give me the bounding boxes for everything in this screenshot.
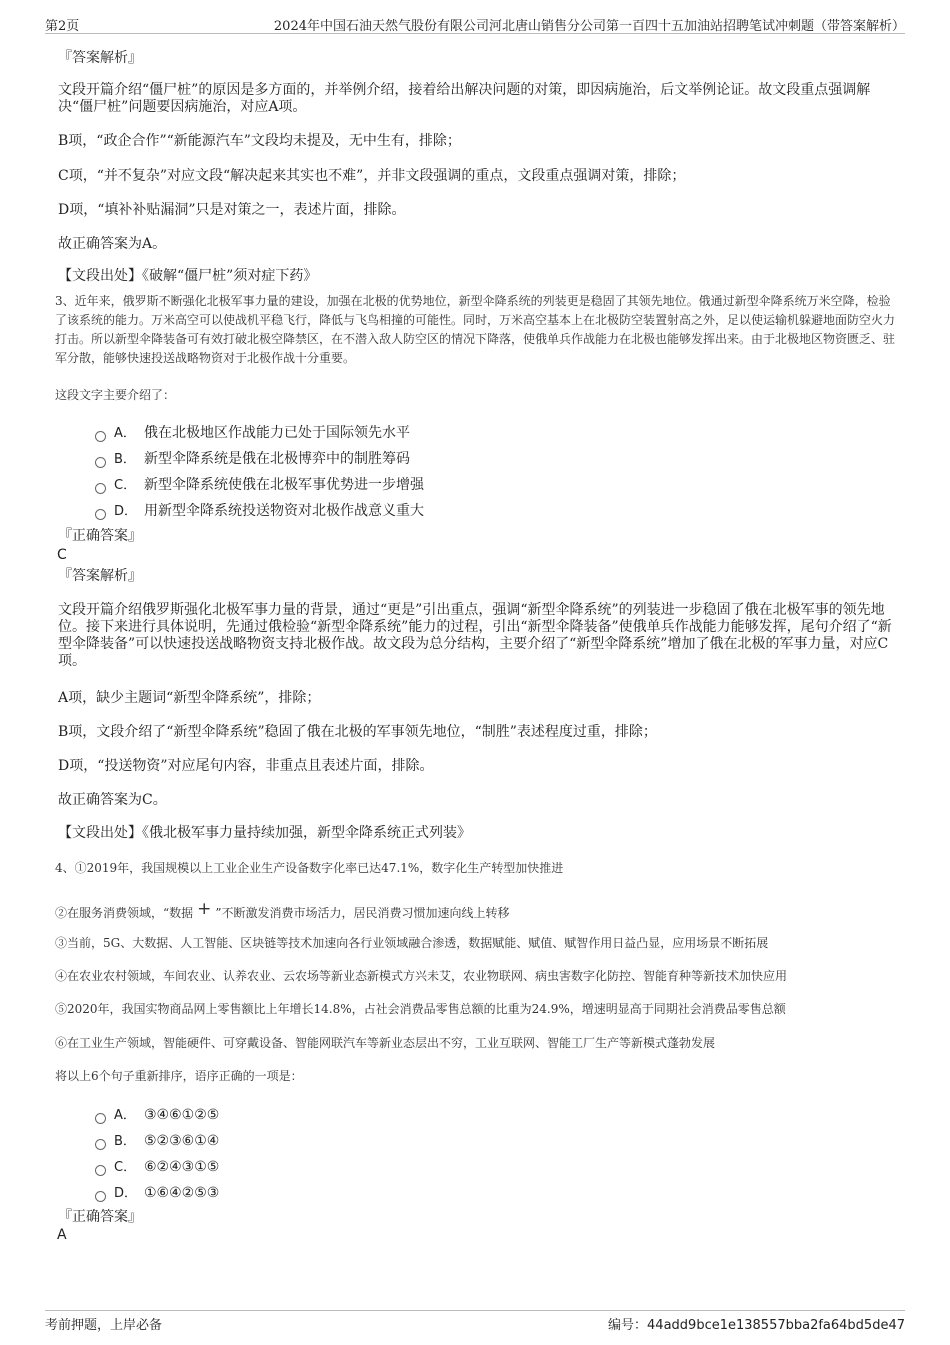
footer-divider xyxy=(45,1310,905,1311)
radio-button[interactable] xyxy=(95,1139,106,1150)
q2-option-b-note: B项，“政企合作”“新能源汽车”文段均未提及，无中生有，排除； xyxy=(58,133,461,149)
radio-button[interactable] xyxy=(95,483,106,494)
page-number: 第2页 xyxy=(45,19,80,34)
q3-option-b[interactable]: B． 新型伞降系统是俄在北极博弈中的制胜筹码 xyxy=(95,448,410,468)
q4-option-c[interactable]: C． ⑥②④③①⑤ xyxy=(95,1156,219,1176)
radio-button[interactable] xyxy=(95,431,106,442)
q4-answer: A xyxy=(57,1227,67,1243)
q4-option-a[interactable]: A． ③④⑥①②⑤ xyxy=(95,1104,219,1124)
document-code xyxy=(608,1314,905,1333)
document-title: 2024年中国石油天然气股份有限公司河北唐山销售分公司第一百四十五加油站招聘笔试冲刺题（带答案解析） xyxy=(273,19,905,34)
q3-answer-label: 『正确答案』 xyxy=(58,528,142,544)
q3-answer: C xyxy=(57,547,67,563)
q4-sentence-1: 4、①2019年，我国规模以上工业企业生产设备数字化率已达47.1%，数字化生产转型加快推进 xyxy=(55,861,564,875)
plus-symbol: + xyxy=(197,899,212,919)
q2-analysis: 文段开篇介绍“僵尸桩”的原因是多方面的，并举例介绍，接着给出解决问题的对策，即因病施治，后文举例论证。故文段重点强调解决“僵尸桩”问题要因病施治，对应A项。 xyxy=(58,82,871,115)
q2-option-d-note: D项，“填补补贴漏洞”只是对策之一，表述片面，排除。 xyxy=(58,202,406,218)
q3-option-c[interactable]: C． 新型伞降系统使俄在北极军事优势进一步增强 xyxy=(95,474,424,494)
header-divider xyxy=(45,33,905,34)
q3-question: 这段文字主要介绍了： xyxy=(55,388,176,402)
radio-button[interactable] xyxy=(95,457,106,468)
document-code-label: 编号： xyxy=(608,1318,648,1333)
q3-option-d[interactable]: D． 用新型伞降系统投送物资对北极作战意义重大 xyxy=(95,500,424,520)
q3-conclusion: 故正确答案为C。 xyxy=(58,792,167,808)
q3-source: 【文段出处】《俄北极军事力量持续加强，新型伞降系统正式列装》 xyxy=(58,825,471,841)
q4-sentence-6: ⑥在工业生产领域，智能硬件、可穿戴设备、智能网联汽车等新业态层出不穷，工业互联网、智能工厂生产等新模式蓬勃发展 xyxy=(55,1036,716,1050)
radio-button[interactable] xyxy=(95,509,106,520)
q3-option-b-note: B项，文段介绍了“新型伞降系统”稳固了俄在北极的军事领先地位，“制胜”表述程度过重，排除； xyxy=(58,724,657,740)
q2-option-c-note: C项，“并不复杂”对应文段“解决起来其实也不难”，并非文段强调的重点，文段重点强调对策，排除； xyxy=(58,168,686,184)
radio-button[interactable] xyxy=(95,1165,106,1176)
q2-analysis-label: 『答案解析』 xyxy=(58,50,142,66)
q4-question: 将以上6个句子重新排序，语序正确的一项是： xyxy=(55,1069,303,1083)
q3-stem: 3、近年来，俄罗斯不断强化北极军事力量的建设，加强在北极的优势地位，新型伞降系统的列装更是稳固了其领先地位。俄通过新型伞降系统万米空降，检验了该系统的能力。万米高空可以使战机平稳飞行，降低与飞鸟相撞的可能性。同时，万米高空基本上在北极防空装置射高之外，足以使运输机躲避地面防空火力打击。所以新型伞降装备可有效打破北极空降禁区，在不潜入敌人防空区的情况下降落，使俄单兵作战能力在北极也能够发挥出来。由于北极地区物资匮乏、驻军分散，能够快速投送战略物资对于北极作战十分重要。 xyxy=(55,294,896,365)
q3-option-a-note: A项，缺少主题词“新型伞降系统”，排除； xyxy=(58,690,321,706)
q4-sentence-3: ③当前，5G、大数据、人工智能、区块链等技术加速向各行业领域融合渗透，数据赋能、赋值、赋智作用日益凸显，应用场景不断拓展 xyxy=(55,936,769,950)
document-code-value: 44add9bce1e138557bba2fa64bd5de47 xyxy=(647,1318,905,1333)
q4-option-b[interactable]: B． ⑤②③⑥①④ xyxy=(95,1130,219,1150)
q2-conclusion: 故正确答案为A。 xyxy=(58,236,167,252)
radio-button[interactable] xyxy=(95,1113,106,1124)
footer-slogan: 考前押题，上岸必备 xyxy=(45,1318,163,1333)
q3-option-d-note: D项，“投送物资”对应尾句内容，非重点且表述片面，排除。 xyxy=(58,758,434,774)
q4-sentence-5: ⑤2020年，我国实物商品网上零售额比上年增长14.8%，占社会消费品零售总额的比重为24.9%，增速明显高于同期社会消费品零售总额 xyxy=(55,1002,786,1016)
q3-analysis-label: 『答案解析』 xyxy=(58,568,142,584)
q4-option-d[interactable]: D． ①⑥④②⑤③ xyxy=(95,1182,219,1202)
q2-source: 【文段出处】《破解“僵尸桩”须对症下药》 xyxy=(58,268,318,284)
q4-sentence-4: ④在农业农村领域，车间农业、认养农业、云农场等新业态新模式方兴未艾，农业物联网、病虫害数字化防控、智能育种等新技术加快应用 xyxy=(55,969,788,983)
q4-answer-label: 『正确答案』 xyxy=(58,1209,142,1225)
q4-sentence-2: ②在服务消费领域，“数据 + ”不断激发消费市场活力，居民消费习惯加速向线上转移 xyxy=(55,899,510,920)
radio-button[interactable] xyxy=(95,1191,106,1202)
q3-analysis: 文段开篇介绍俄罗斯强化北极军事力量的背景，通过“更是”引出重点，强调“新型伞降系统”的列装进一步稳固了俄在北极军事的领先地位。接下来进行具体说明，先通过俄检验“新型伞降系统”能力的过程，引出“新型伞降装备”使俄单兵作战能力能够发挥，尾句介绍了“新型伞降装备”可以快速投送战略物资支持北极作战。故文段为总分结构，主要介绍了“新型伞降系统”增加了俄在北极的军事力量，对应C项。 xyxy=(58,602,892,669)
q3-option-a[interactable]: A． 俄在北极地区作战能力已处于国际领先水平 xyxy=(95,422,410,442)
